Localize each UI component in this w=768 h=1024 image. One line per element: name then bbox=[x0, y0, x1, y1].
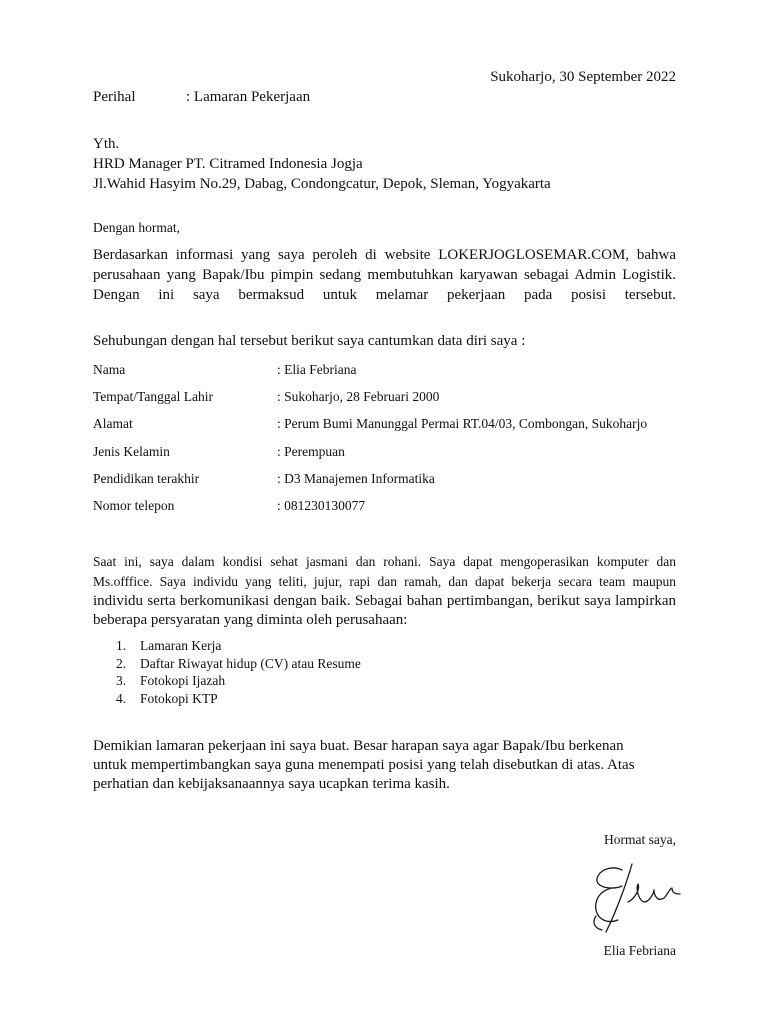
handwritten-signature bbox=[588, 858, 688, 938]
condition-line-2: Ms.offfice. Saya individu yang teliti, jujur, rapi dan ramah, dan dapat bekerja secara team maupun bbox=[93, 574, 676, 589]
data-value: : Perum Bumi Manunggal Permai RT.04/03, Combongan, Sukoharjo bbox=[277, 416, 648, 431]
intro-line-1: Berdasarkan informasi yang saya peroleh di website LOKERJOGLOSEMAR.COM, bahwa bbox=[93, 247, 676, 263]
data-value: : Sukoharjo, 28 Februari 2000 bbox=[277, 389, 440, 404]
closing-line-1: Demikian lamaran pekerjaan ini saya buat. Besar harapan saya agar Bapak/Ibu berkenan bbox=[93, 738, 624, 754]
condition-line-4: beberapa persyaratan yang diminta oleh perusahaan: bbox=[93, 612, 408, 628]
data-label: Nomor telepon bbox=[93, 498, 175, 513]
data-intro: Sehubungan dengan hal tersebut berikut saya cantumkan data diri saya : bbox=[93, 333, 526, 349]
list-number: 1. bbox=[116, 638, 127, 653]
data-row-phone bbox=[93, 498, 693, 514]
data-label: Nama bbox=[93, 362, 126, 377]
greeting: Dengan hormat, bbox=[93, 220, 180, 235]
condition-line-1: Saat ini, saya dalam kondisi sehat jasmani dan rohani. Saya dapat mengoperasikan komputer dan bbox=[93, 554, 676, 569]
subject-value: : Lamaran Pekerjaan bbox=[186, 89, 311, 105]
list-item bbox=[116, 638, 221, 654]
list-number: 2. bbox=[116, 656, 127, 671]
list-item bbox=[116, 656, 361, 672]
list-item bbox=[116, 673, 225, 689]
intro-line-3: Dengan ini saya bermaksud untuk melamar pekerjaan pada posisi tersebut. bbox=[93, 287, 676, 303]
data-value: : Elia Febriana bbox=[277, 362, 357, 377]
recipient-name: HRD Manager PT. Citramed Indonesia Jogja bbox=[93, 156, 363, 172]
list-item bbox=[116, 691, 218, 707]
intro-line-2: perusahaan yang Bapak/Ibu pimpin sedang membutuhkan karyawan sebagai Admin Logistik. bbox=[93, 267, 676, 283]
list-text: Fotokopi Ijazah bbox=[140, 673, 226, 688]
data-label: Jenis Kelamin bbox=[93, 444, 170, 459]
data-label: Pendidikan terakhir bbox=[93, 471, 200, 486]
date-line: Sukoharjo, 30 September 2022 bbox=[490, 69, 676, 85]
closing-line-2: untuk mempertimbangkan saya guna menempati posisi yang telah disebutkan di atas. Atas bbox=[93, 757, 635, 773]
data-label: Alamat bbox=[93, 416, 133, 431]
list-number: 4. bbox=[116, 691, 127, 706]
data-label: Tempat/Tanggal Lahir bbox=[93, 389, 213, 404]
recipient-salutation: Yth. bbox=[93, 136, 120, 152]
list-number: 3. bbox=[116, 673, 127, 688]
data-row-birth bbox=[93, 389, 693, 405]
sign-off: Hormat saya, bbox=[604, 832, 676, 847]
list-text: Daftar Riwayat hidup (CV) atau Resume bbox=[140, 656, 361, 671]
list-text: Lamaran Kerja bbox=[140, 638, 222, 653]
data-value: : D3 Manajemen Informatika bbox=[277, 471, 435, 486]
data-row-gender bbox=[93, 444, 693, 460]
closing-line-3: perhatian dan kebijaksanaannya saya ucapkan terima kasih. bbox=[93, 776, 450, 792]
data-value: : 081230130077 bbox=[277, 498, 366, 513]
recipient-address: Jl.Wahid Hasyim No.29, Dabag, Condongcatur, Depok, Sleman, Yogyakarta bbox=[93, 176, 551, 192]
data-value: : Perempuan bbox=[277, 444, 345, 459]
data-row-education bbox=[93, 471, 693, 487]
data-row-name bbox=[93, 362, 693, 378]
condition-line-3: individu serta berkomunikasi dengan baik. Sebagai bahan pertimbangan, berikut saya lampirkan bbox=[93, 593, 676, 609]
subject-label: Perihal bbox=[93, 89, 136, 105]
list-text: Fotokopi KTP bbox=[140, 691, 218, 706]
signer-name: Elia Febriana bbox=[603, 943, 676, 958]
data-row-address bbox=[93, 416, 693, 432]
